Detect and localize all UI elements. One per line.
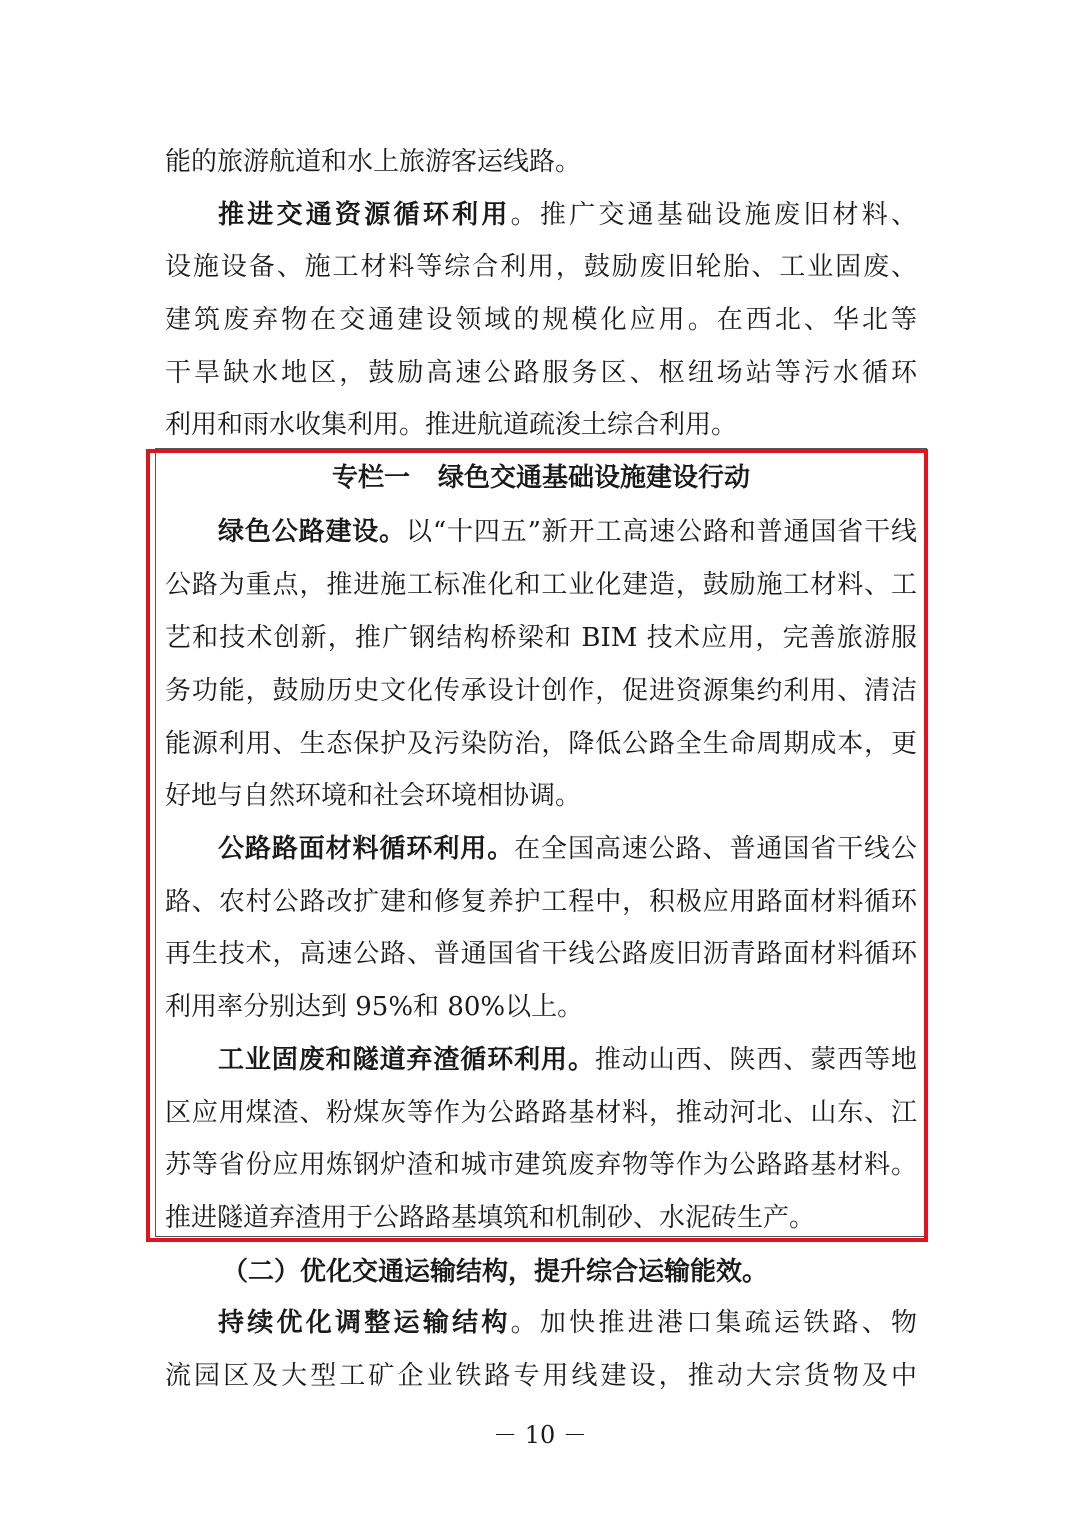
section-heading: （二）优化交通运输结构，提升综合运输能效。 — [222, 1257, 769, 1287]
text-line: 能的旅游航道和水上旅游客运线路。 — [165, 147, 582, 177]
page-number: － 10 － — [493, 1421, 587, 1449]
text-line: 干旱缺水地区，鼓励高速公路服务区、枢纽场站等污水循环 — [165, 358, 917, 388]
text-line: 再生技术，高速公路、普通国省干线公路废旧沥青路面材料循环 — [165, 939, 917, 969]
paragraph-heading: 工业固废和隧道弃渣循环利用。 — [218, 1045, 595, 1075]
box-title-text: 绿色交通基础设施建设行动 — [438, 463, 751, 493]
text-line: 利用率分别达到 95%和 80%以上。 — [165, 992, 584, 1022]
paragraph-heading: 推进交通资源循环利用 — [218, 200, 511, 230]
paragraph-heading: 绿色公路建设。 — [218, 517, 407, 547]
text-run: 。推广交通基础设施废旧材料、 — [510, 200, 917, 230]
text-line: 能源利用、生态保护及污染防治，降低公路全生命周期成本，更 — [165, 729, 917, 759]
text-line: 好地与自然环境和社会环境相协调。 — [165, 781, 582, 811]
paragraph-line — [218, 516, 917, 548]
text-line: 区应用煤渣、粉煤灰等作为公路路基材料，推动河北、山东、江 — [165, 1098, 917, 1128]
text-line: 公路为重点，推进施工标准化和工业化建造，鼓励施工材料、工 — [165, 570, 917, 600]
text-run: 在全国高速公路、普通国省干线公 — [514, 834, 917, 864]
paragraph-line — [218, 833, 917, 865]
text-run: 推动山西、陕西、蒙西等地 — [594, 1045, 917, 1075]
box-title — [165, 462, 917, 494]
paragraph-heading: 公路路面材料循环利用。 — [218, 834, 515, 864]
text-line: 艺和技术创新，推广钢结构桥梁和 BIM 技术应用，完善旅游服 — [165, 623, 917, 653]
text-line: 推进隧道弃渣用于公路路基填筑和机制砂、水泥砖生产。 — [165, 1203, 816, 1233]
text-line: 务功能，鼓励历史文化传承设计创作，促进资源集约利用、清洁 — [165, 676, 917, 706]
paragraph-line — [218, 1307, 917, 1339]
text-line: 路、农村公路改扩建和修复养护工程中，积极应用路面材料循环 — [165, 887, 917, 917]
paragraph-line — [218, 1044, 917, 1076]
box-title-label: 专栏一 — [331, 463, 410, 493]
text-line: 苏等省份应用炼钢炉渣和城市建筑废弃物等作为公路路基材料。 — [165, 1150, 917, 1180]
paragraph-heading: 持续优化调整运输结构 — [218, 1308, 511, 1338]
text-line: 流园区及大型工矿企业铁路专用线建设，推动大宗货物及中 — [165, 1361, 917, 1391]
text-line: 利用和雨水收集利用。推进航道疏浚土综合利用。 — [165, 410, 738, 440]
text-run: 。加快推进港口集疏运铁路、物 — [510, 1308, 917, 1338]
text-run: 以“十四五”新开工高速公路和普通国省干线 — [406, 517, 917, 547]
text-line: 设施设备、施工材料等综合利用，鼓励废旧轮胎、工业固废、 — [165, 252, 917, 282]
paragraph-line — [218, 199, 917, 231]
text-line: 建筑废弃物在交通建设领域的规模化应用。在西北、华北等 — [165, 305, 917, 335]
